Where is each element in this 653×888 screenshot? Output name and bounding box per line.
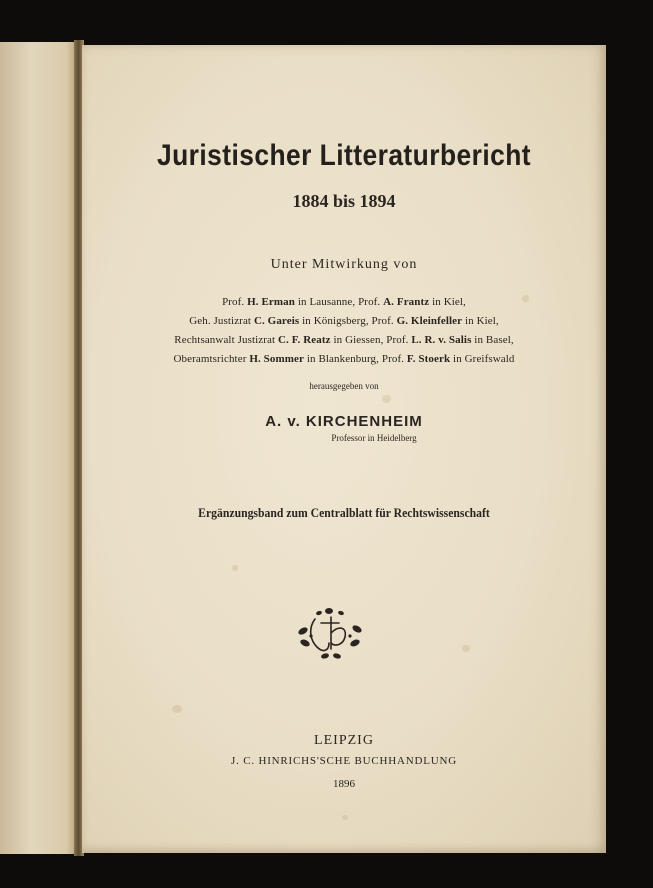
contributor-name: H. Sommer [249, 353, 304, 365]
contributor-name: C. Gareis [253, 315, 300, 327]
contributors-list [82, 293, 606, 369]
contributor-line [82, 331, 606, 350]
contributor-text: in Königsberg, Prof. [299, 315, 397, 327]
contributor-text: in Greifswald [450, 353, 515, 365]
contributor-text: Oberamtsrichter [173, 353, 250, 365]
contributor-text: in Lausanne, Prof. [294, 296, 384, 308]
edited-by-label: herausgegeben von [309, 381, 379, 391]
contributor-line [82, 312, 606, 331]
contributor-name: H. Erman [247, 296, 295, 308]
imprint-publisher: J. C. HINRICHS'SCHE BUCHHANDLUNG [231, 755, 457, 767]
contributor-name: A. Frantz [383, 296, 430, 308]
contributor-text: in Basel, [471, 334, 514, 346]
contributor-text: in Blankenburg, Prof. [303, 353, 407, 365]
contributor-text: in Kiel, [429, 296, 466, 308]
collaboration-intro: Unter Mitwirkung von [270, 257, 418, 272]
imprint-year: 1896 [333, 778, 355, 790]
supplement-note: Ergänzungsband zum Centralblatt für Rechtswissenschaft [198, 505, 490, 520]
contributor-text: Geh. Justizrat [189, 315, 254, 327]
contributor-line [82, 350, 606, 369]
contributor-name: L. R. v. Salis [411, 334, 472, 346]
year-range: 1884 bis 1894 [292, 191, 396, 211]
contributor-text: in Giessen, Prof. [330, 334, 412, 346]
left-page-edge [0, 42, 78, 854]
publisher-monogram-ornament [295, 605, 365, 661]
contributor-name: C. F. Reatz [278, 334, 331, 346]
contributor-name: G. Kleinfeller [396, 315, 463, 327]
contributor-text: Rechtsanwalt Justizrat [174, 334, 278, 346]
editor-name: A. v. KIRCHENHEIM [265, 413, 423, 430]
imprint-city: LEIPZIG [314, 733, 374, 748]
editor-affiliation: Professor in Heidelberg [331, 433, 417, 443]
contributor-text: in Kiel, [462, 315, 499, 327]
title-page [82, 45, 606, 853]
contributor-line [82, 293, 606, 312]
contributor-name: F. Stoerk [406, 353, 451, 365]
contributor-text: Prof. [222, 296, 248, 308]
book-title: Juristischer Litteraturbericht [156, 139, 532, 172]
